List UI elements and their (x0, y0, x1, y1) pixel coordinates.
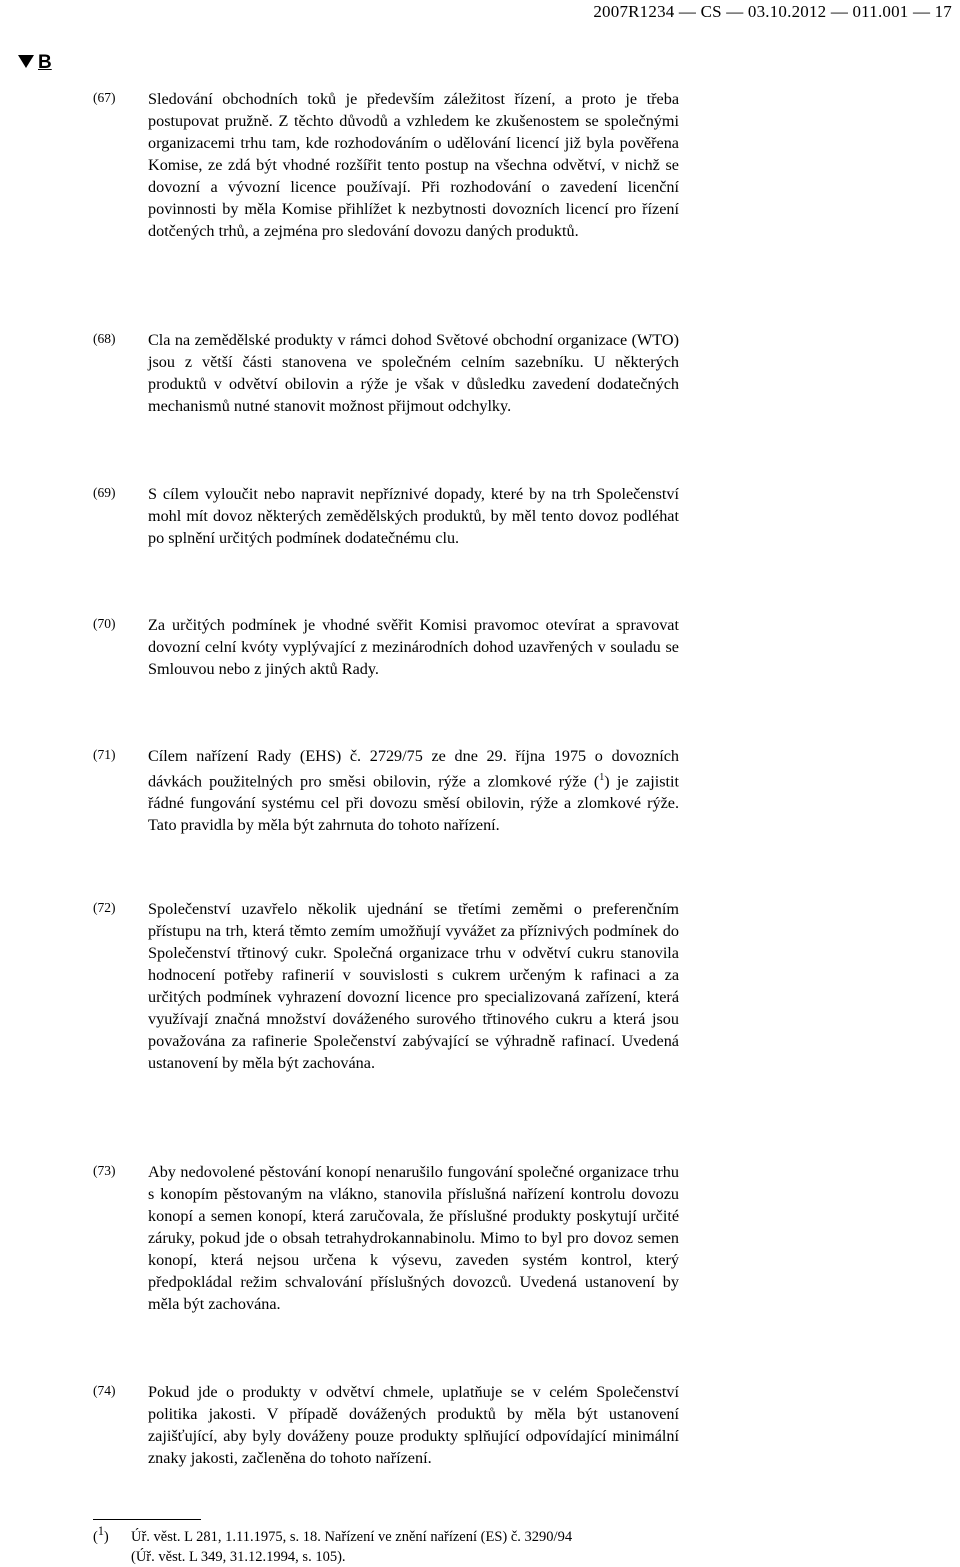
recital-text: Aby nedovolené pěstování konopí nenarušilo fungování společné organizace trhu s konopím pěstovaným na vlákno, stanovila příslušná nařízení kontrolu dovozu konopí a semen konopí, která zaručovala, že příslušné produkty poskytují určité záruky, pokud jde o obsah tetrahydrokannabinolu. Mimo to byl pro dovoz semen konopí, která nejsou určena k výsevu, zaveden systém kontrol, který předpokládal režim schvalování příslušných dovozců. Uvedená ustanovení by měla být zachována. (148, 1163, 679, 1313)
recital-text: Sledování obchodních toků je především záležitost řízení, a proto je třeba postupovat pružně. Z těchto důvodů a vzhledem ke zkušenostem se společnými organizacemi trhu tam, kde rozhodováním o udělování licencí již byla pověřena Komise, ze zdá být vhodné rozšířit tento postup na všechna odvětví, v nichž se dovozní a vývozní licence používají. Při rozhodování o zavedení licenční povinnosti by měla Komise přihlížet k nezbytnosti dovozních licencí pro řízení dotčených trhů, a zejména pro sledování dovozu daných produktů. (148, 90, 679, 240)
footnote-line-1: Úř. věst. L 281, 1.11.1975, s. 18. Nařízení ve znění nařízení (ES) č. 3290/94 (131, 1528, 573, 1545)
footnote-divider (93, 1519, 201, 1520)
recital-text: S cílem vyloučit nebo napravit nepříznivé dopady, které by na trh Společenství mohl mít dovoz některých zemědělských produktů, by měl tento dovoz podléhat po splnění určitých podmínek dodatečnému clu. (148, 485, 679, 547)
triangle-down-icon (18, 55, 34, 68)
recital-number: (74) (93, 1383, 116, 1398)
marker-letter: B (38, 52, 52, 73)
recital-number: (70) (93, 616, 116, 631)
recital-text: Pokud jde o produkty v odvětví chmele, uplatňuje se v celém Společenství politika jakosti. V případě dovážených produktů by měla být ustanovení zajišťující, aby byly dováženy pouze produkty splňující odpovídající minimální znaky jakosti, začleněna do tohoto nařízení. (148, 1383, 679, 1467)
recital-text: Za určitých podmínek je vhodné svěřit Komisi pravomoc otevírat a spravovat dovozní celní kvóty vyplývající z mezinárodních dohod uzavřených v souladu se Smlouvou nebo z jiných aktů Rady. (148, 616, 679, 678)
amendment-marker (18, 52, 52, 74)
recital-number: (72) (93, 900, 116, 915)
recital-number: (69) (93, 485, 116, 500)
footnote (93, 1521, 693, 1567)
recital-text: Společenství uzavřelo několik ujednání se třetími zeměmi o preferenčním přístupu na trh, která těmto zemím umožňují vyvážet za příznivých podmínek do Společenství třtinový cukr. Společná organizace trhu v odvětví cukru stanovila hodnocení potřeby rafinerií v souvislosti s cukrem určeným k rafinaci a za určitých podmínek vyhrazení dovozní licence pro specializovaná zařízení, která využívají značná množství dováženého surového třtinového cukru a která jsou považována za rafinerie Společenství zabývající se výhradně rafinací. Uvedená ustanovení by měla být zachována. (148, 900, 679, 1072)
recital-number: (71) (93, 747, 116, 762)
recital-number: (68) (93, 331, 116, 346)
footnote-reference[interactable]: 1 (599, 772, 605, 783)
recital-text-part: ) je zajistit řádné fungování systému cel při dovozu směsí obilovin, rýže a zlomkové rýže. Tato pravidla by měla být zahrnuta do tohoto nařízení. (148, 772, 679, 835)
recital-text: Cla na zemědělské produkty v rámci dohod Světové obchodní organizace (WTO) jsou z větší části stanovena ve společném celním sazebníku. U některých produktů v odvětví obilovin a rýže je však v důsledku zavedení dodatečných mechanismů nutné stanovit možnost přijmout odchylky. (148, 331, 679, 415)
footnote-mark: ($^1$) (93, 1524, 109, 1545)
recital-text-part: Cílem nařízení Rady (EHS) č. 2729/75 ze dne 29. října 1975 o dovozních dávkách použitelných pro směsi obilovin, rýže a zlomkové rýže ( (148, 747, 679, 791)
footnote-line-2: (Úř. věst. L 349, 31.12.1994, s. 105). (131, 1548, 346, 1565)
recital-text (148, 745, 679, 836)
document-header: 2007R1234 — CS — 03.10.2012 — 011.001 — 17 (593, 2, 952, 21)
recital-number: (73) (93, 1163, 116, 1178)
recital-number: (67) (93, 90, 116, 105)
